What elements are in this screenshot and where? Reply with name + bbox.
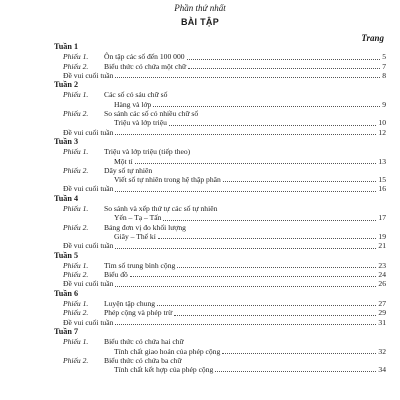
dot-leader [135,163,376,164]
toc-entry [0,62,400,71]
worksheet-label: Phiếu 2. [63,270,89,280]
page-number: 23 [378,260,386,270]
entry-title: Luyện tập chung [104,299,156,309]
page-number: 19 [378,231,386,241]
dot-leader [157,305,376,306]
toc-entry [0,118,400,127]
week-heading [0,137,400,147]
toc-entry [0,52,400,61]
page-number: 29 [378,308,386,318]
page-number: 13 [378,156,386,166]
section-title: BÀI TẬP [180,17,220,27]
entry-subtitle: Hàng và lớp [114,99,152,109]
entry-title: Biểu thức có chứa ba chữ [104,355,182,365]
worksheet-label: Phiếu 2. [63,109,89,119]
dot-leader [115,324,376,325]
dot-leader [130,276,376,277]
week-heading [0,42,400,52]
page-number: 9 [382,99,386,109]
dot-leader [188,68,380,69]
page-number: 31 [378,317,386,327]
week-title: Tuần 2 [54,80,79,90]
toc-entry [0,337,400,346]
toc-entry [0,90,400,99]
entry-title: Biểu đồ [104,270,128,280]
dot-leader [115,134,376,135]
page-number: 32 [378,346,386,356]
week-title: Tuần 1 [54,42,79,51]
page-number: 5 [382,52,386,62]
toc-entry [0,279,400,288]
weekend-quiz-title: Đề vui cuối tuần [63,279,114,289]
toc-entry [0,147,400,156]
week-title: Tuần 3 [54,136,79,146]
page-column-header: Trang [361,33,384,43]
worksheet-label: Phiếu 1. [63,147,89,157]
weekend-quiz-title: Đề vui cuối tuần [63,127,114,137]
dot-leader [115,286,376,287]
worksheet-label: Phiếu 1. [63,299,89,309]
dot-leader [169,125,376,126]
toc-entry [0,308,400,317]
dot-leader [163,220,376,221]
page-number: 16 [378,184,386,194]
toc-entry [0,232,400,241]
entry-subtitle: Viết số tự nhiên trong hệ thập phân [114,175,221,185]
entry-title: Ôn tập các số đến 100 000 [104,52,185,62]
week-heading [0,251,400,261]
entry-title: Bảng đơn vị đo khối lượng [104,222,186,232]
entry-title: Triệu và lớp triệu (tiếp theo) [104,147,191,157]
dot-leader [223,181,376,182]
entry-title: Phép cộng và phép trừ [104,308,173,318]
toc-entry [0,109,400,118]
week-heading [0,327,400,337]
entry-subtitle: Giây – Thế kỉ [114,231,156,241]
toc-entry [0,166,400,175]
entry-title: So sánh các số có nhiều chữ số [104,109,199,119]
week-heading [0,194,400,204]
worksheet-label: Phiếu 1. [63,204,89,214]
week-heading [0,289,400,299]
dot-leader [177,267,376,268]
weekend-quiz-title: Đề vui cuối tuần [63,70,114,80]
worksheet-label: Phiếu 1. [63,337,89,347]
worksheet-label: Phiếu 2. [63,308,89,318]
toc-entry [0,318,400,327]
weekend-quiz-title: Đề vui cuối tuần [63,317,114,327]
dot-leader [158,238,376,239]
page-number: 7 [382,61,386,71]
toc-entry [0,241,400,250]
entry-subtitle: Yến – Tạ – Tấn [114,213,162,223]
table-of-contents [0,42,400,374]
toc-entry [0,299,400,308]
entry-title: Dãy số tự nhiên [104,165,153,175]
dot-leader [115,191,376,192]
worksheet-label: Phiếu 1. [63,52,89,62]
page-number: 17 [378,213,386,223]
worksheet-label: Phiếu 2. [63,61,89,71]
entry-title: Biểu thức có chứa hai chữ [104,337,184,347]
weekend-quiz-title: Đề vui cuối tuần [63,241,114,251]
toc-entry [0,270,400,279]
dot-leader [153,106,380,107]
page-number: 12 [378,127,386,137]
entry-subtitle: Tính chất kết hợp của phép cộng [114,365,214,375]
part-title: Phần thứ nhất [174,3,226,13]
toc-entry [0,100,400,109]
toc-entry [0,71,400,80]
toc-entry [0,223,400,232]
worksheet-label: Phiếu 2. [63,355,89,365]
toc-entry [0,157,400,166]
worksheet-label: Phiếu 2. [63,165,89,175]
week-title: Tuần 4 [54,193,79,203]
entry-subtitle: Triệu và lớp triệu [114,118,167,128]
entry-title: So sánh và xếp thứ tự các số tự nhiên [104,204,218,214]
entry-title: Các số có sáu chữ số [104,90,168,100]
entry-subtitle: Tính chất giao hoán của phép cộng [114,346,221,356]
week-title: Tuần 7 [54,326,79,336]
entry-subtitle: Một tỉ [114,156,133,166]
dot-leader [174,315,376,316]
toc-entry [0,184,400,193]
dot-leader [222,353,376,354]
page-number: 8 [382,70,386,80]
worksheet-label: Phiếu 1. [63,260,89,270]
page-number: 27 [378,299,386,309]
weekend-quiz-title: Đề vui cuối tuần [63,184,114,194]
toc-entry [0,261,400,270]
toc-entry [0,347,400,356]
dot-leader [215,371,376,372]
page-number: 15 [378,175,386,185]
toc-entry [0,175,400,184]
page-number: 26 [378,279,386,289]
entry-title: Tìm số trung bình cộng [104,260,176,270]
worksheet-label: Phiếu 1. [63,90,89,100]
page-number: 34 [378,365,386,375]
page-number: 10 [378,118,386,128]
page-number: 21 [378,241,386,251]
week-title: Tuần 6 [54,288,79,298]
week-title: Tuần 5 [54,250,79,260]
dot-leader [187,59,380,60]
toc-entry [0,128,400,137]
toc-entry [0,356,400,365]
entry-title: Biểu thức có chứa một chữ [104,61,187,71]
page-number: 24 [378,270,386,280]
worksheet-label: Phiếu 2. [63,222,89,232]
dot-leader [115,248,376,249]
week-heading [0,80,400,90]
dot-leader [115,77,380,78]
toc-entry [0,204,400,213]
toc-entry [0,365,400,374]
toc-entry [0,213,400,222]
